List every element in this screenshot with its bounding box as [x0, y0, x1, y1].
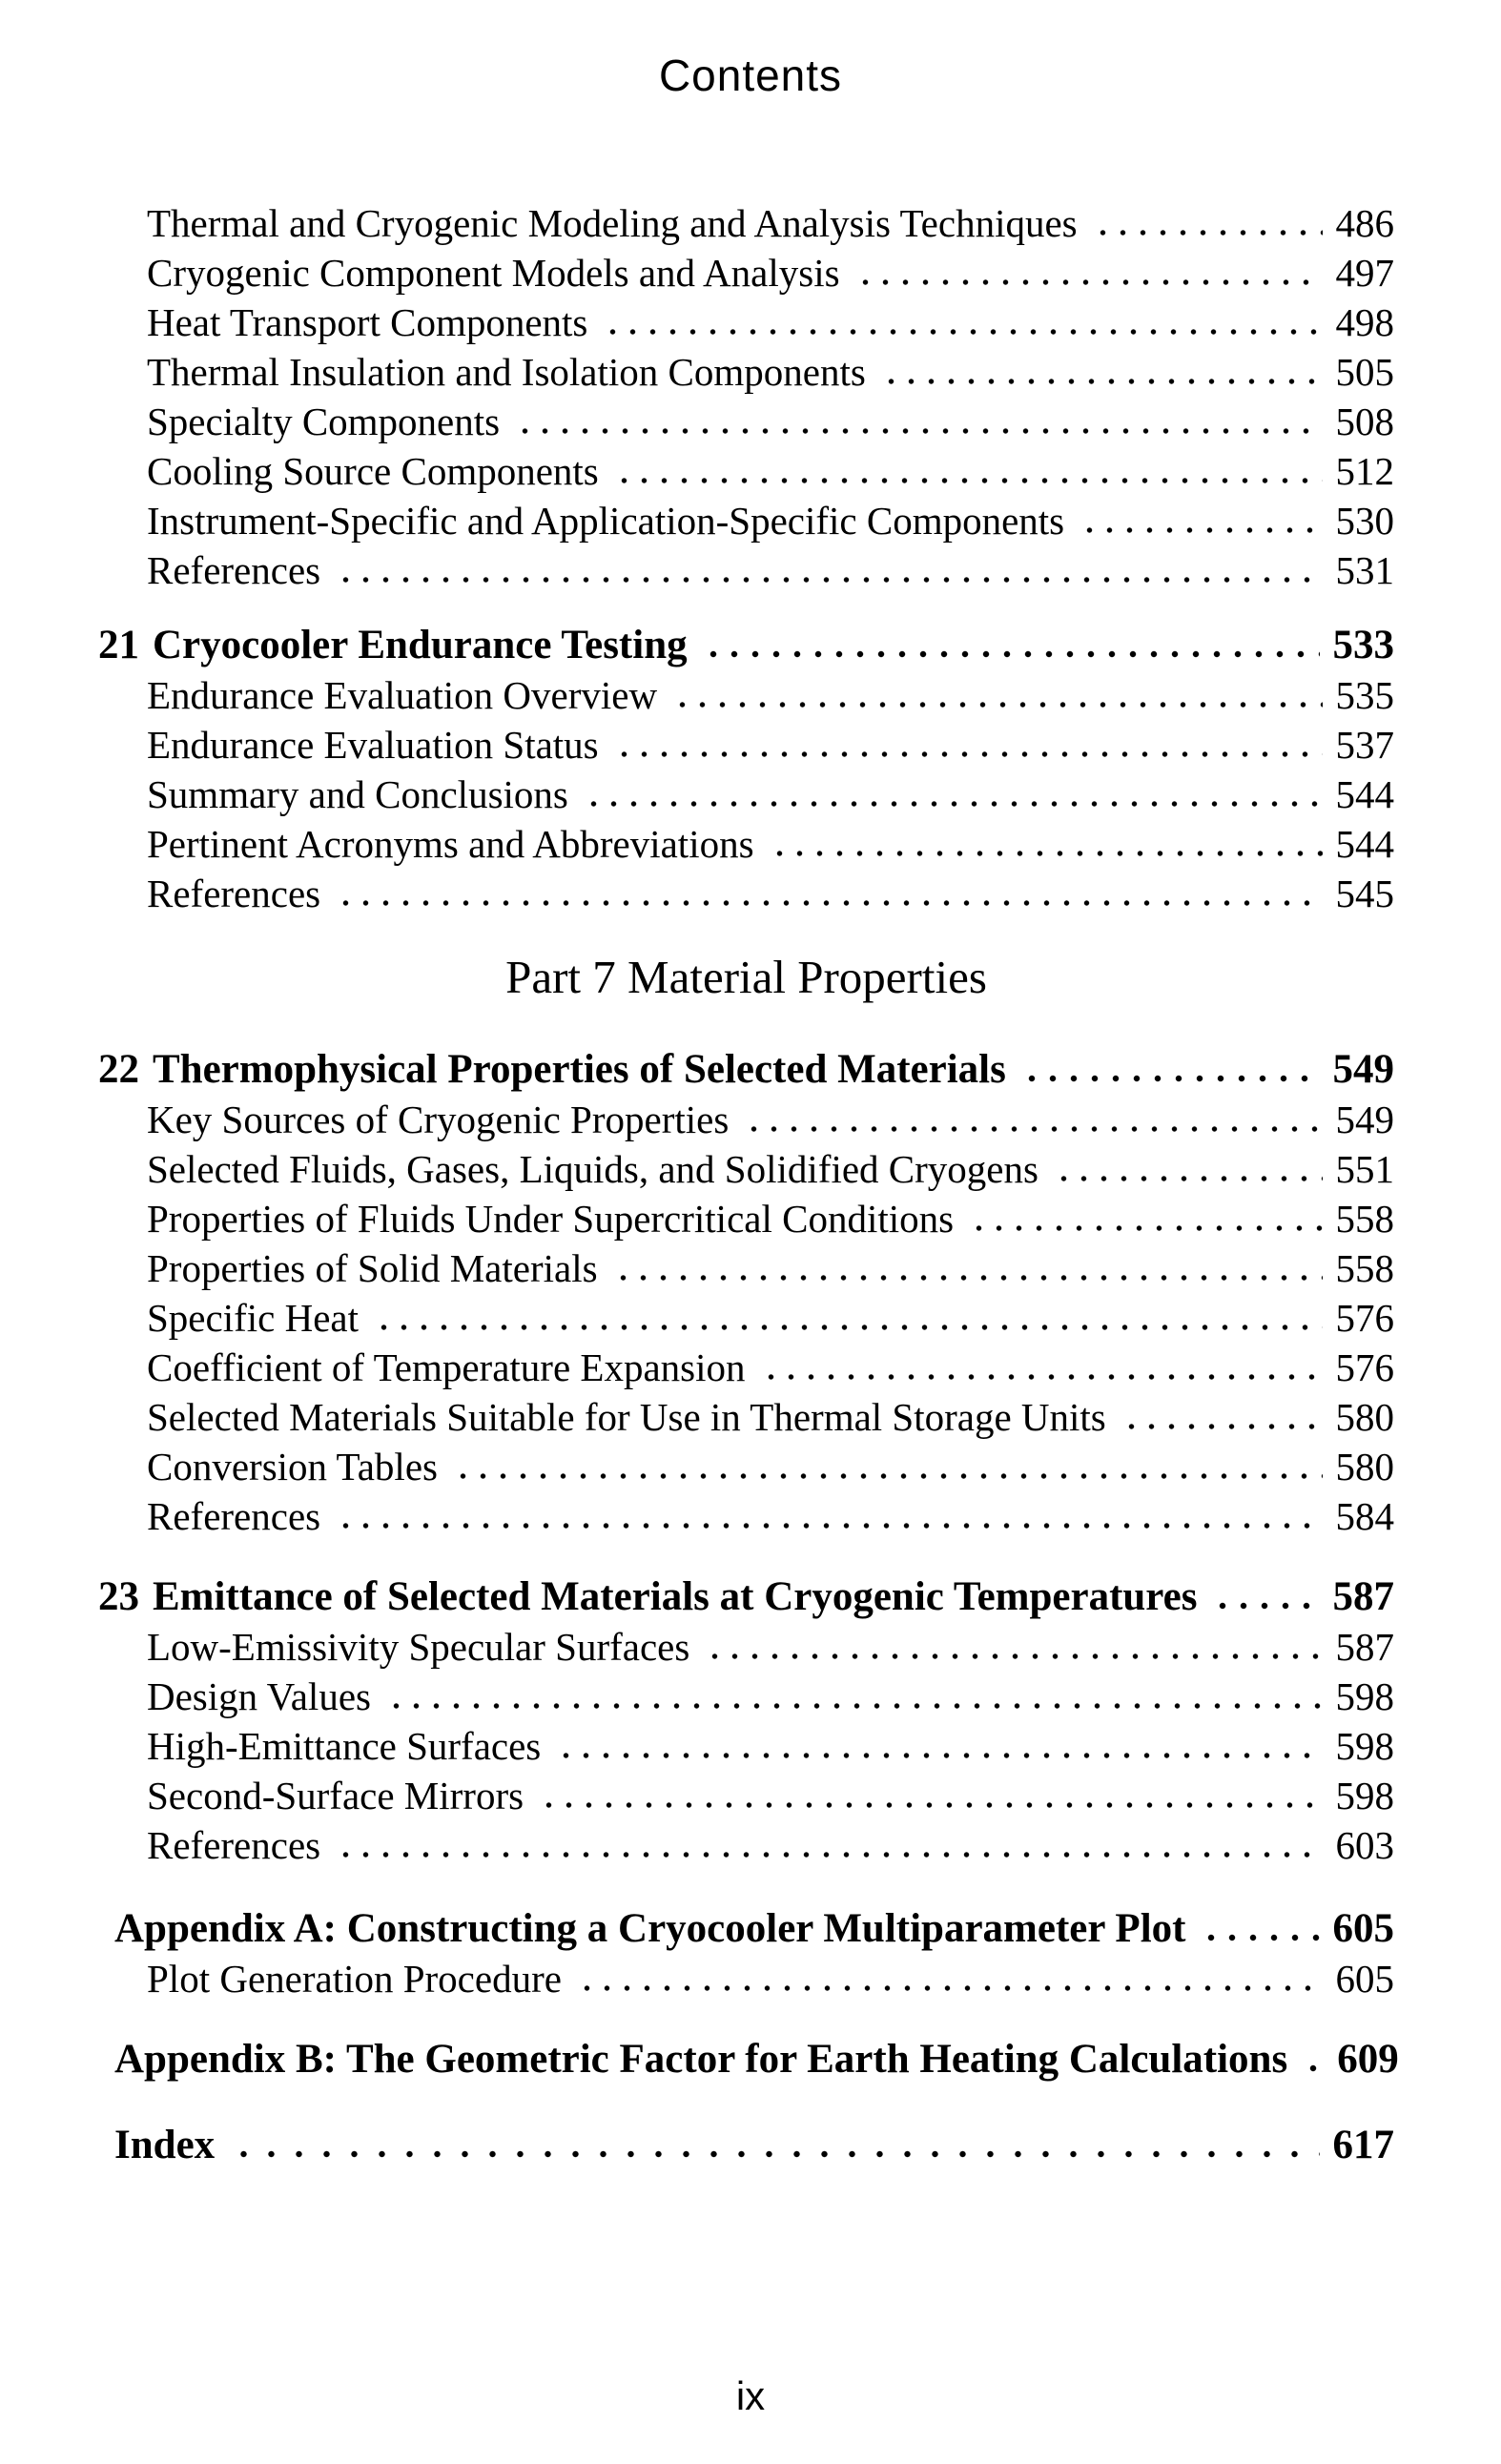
toc-entry-page: 549 [1335, 1098, 1394, 1141]
toc-entry-page: 486 [1335, 201, 1394, 245]
toc-entry-row [0, 545, 1501, 595]
toc-entry-row [0, 1771, 1501, 1820]
toc-entry-page: 544 [1335, 772, 1394, 816]
dot-leader [768, 850, 1323, 857]
dot-leader [1199, 1934, 1319, 1941]
dot-leader [670, 701, 1322, 708]
toc-entry-label: Specialty Components [147, 400, 501, 443]
toc-entry-label: High-Emittance Surfaces [147, 1724, 542, 1768]
toc-entry-page: 587 [1332, 1574, 1394, 1619]
toc-entry-label: References [147, 872, 321, 915]
toc-entry-page: 576 [1335, 1296, 1394, 1340]
toc-entry-row [0, 1243, 1501, 1293]
toc-entry-row [0, 869, 1501, 918]
toc-entry-label: Selected Materials Suitable for Use in Thermal Storage Units [147, 1395, 1106, 1439]
toc-entry-page: 598 [1335, 1724, 1394, 1768]
dot-leader [582, 800, 1323, 808]
toc-entry-row [0, 670, 1501, 720]
toc-entry-row [0, 720, 1501, 770]
toc-entry-label: Second-Surface Mirrors [147, 1774, 524, 1817]
toc-entry-label: Index [114, 2123, 216, 2167]
toc-appendix-row [0, 2035, 1501, 2084]
toc-entry-row [0, 1095, 1501, 1144]
toc-entry-label: Thermophysical Properties of Selected Materials [153, 1047, 1006, 1092]
dot-leader [1210, 1602, 1319, 1610]
dot-leader [575, 1984, 1323, 1992]
toc-entry-row [0, 198, 1501, 248]
toc-entry-label: Summary and Conclusions [147, 772, 568, 816]
dot-leader [334, 899, 1322, 907]
toc-entry-label: Instrument-Specific and Application-Specific Components [147, 499, 1065, 543]
toc-entry-label: Thermal Insulation and Isolation Components [147, 350, 866, 394]
dot-leader [228, 2150, 1319, 2158]
toc-entry-label: Specific Heat [147, 1296, 359, 1340]
toc-entry-row [0, 819, 1501, 869]
toc-entry-label: Cryogenic Component Models and Analysis [147, 251, 840, 295]
toc-entry-row [0, 1820, 1501, 1870]
toc-entry-page: 551 [1335, 1147, 1394, 1191]
dot-leader [537, 1801, 1322, 1809]
toc-entry-label: Cryocooler Endurance Testing [153, 623, 688, 667]
toc-entry-label: Appendix A: Constructing a Cryocooler Multiparameter Plot [114, 1906, 1186, 1951]
toc-entry-label: Heat Transport Components [147, 300, 588, 344]
toc-entry-label: Design Values [147, 1674, 371, 1718]
dot-leader [554, 1752, 1322, 1759]
toc-entry-row [0, 248, 1501, 298]
toc-entry-page: 533 [1332, 623, 1394, 667]
toc-entry-label: References [147, 548, 321, 592]
toc-entry-label: Selected Fluids, Gases, Liquids, and Solidified Cryogens [147, 1147, 1038, 1191]
page-number-folio: ix [735, 2373, 766, 2418]
toc-entry-label: Emittance of Selected Materials at Cryogenic Temperatures [153, 1574, 1198, 1619]
toc-entry-page: 617 [1332, 2123, 1394, 2167]
toc-entry-label: Plot Generation Procedure [147, 1957, 562, 2001]
toc-chapter-row [0, 1045, 1501, 1095]
toc-entry-row [0, 770, 1501, 819]
toc-entry-page: 580 [1335, 1445, 1394, 1489]
dot-leader [759, 1373, 1323, 1381]
toc-entry-page: 512 [1335, 449, 1394, 493]
toc-entry-page: 605 [1335, 1957, 1394, 2001]
toc-entry-page: 531 [1335, 548, 1394, 592]
toc-entry-label: Low-Emissivity Specular Surfaces [147, 1625, 690, 1669]
toc-entry-page: 558 [1335, 1246, 1394, 1290]
toc-entry-row [0, 397, 1501, 446]
toc-entry-page: 605 [1332, 1906, 1394, 1951]
toc-entry-page: 535 [1335, 673, 1394, 717]
toc-entry-row [0, 1194, 1501, 1243]
toc-entry-page: 576 [1335, 1345, 1394, 1389]
toc-index-row [0, 2121, 1501, 2170]
part-heading: Part 7 Material Properties [505, 951, 987, 1003]
toc-entry-label: Thermal and Cryogenic Modeling and Analysis Techniques [147, 201, 1078, 245]
toc-entry-page: 497 [1335, 251, 1394, 295]
dot-leader [703, 1653, 1322, 1660]
toc-entry-label: Endurance Evaluation Overview [147, 673, 658, 717]
toc-chapter-row [0, 621, 1501, 670]
chapter-number: 23 [98, 1574, 139, 1619]
toc-entry-page: 544 [1335, 822, 1394, 866]
toc-appendix-row [0, 1904, 1501, 1954]
toc-entry-page: 598 [1335, 1774, 1394, 1817]
dot-leader [384, 1702, 1323, 1710]
toc-entry-row [0, 1144, 1501, 1194]
toc-entry-row [0, 1392, 1501, 1442]
toc-entry-label: Cooling Source Components [147, 449, 599, 493]
dot-leader [853, 278, 1323, 286]
toc-entry-row [0, 1442, 1501, 1491]
dot-leader [1052, 1175, 1323, 1182]
toc-entry-page: 609 [1337, 2037, 1399, 2082]
toc-entry-row [0, 1491, 1501, 1541]
chapter-number: 21 [98, 623, 139, 667]
toc-entry-page: 508 [1335, 400, 1394, 443]
dot-leader [1301, 2064, 1324, 2072]
toc-entry-row [0, 1721, 1501, 1771]
dot-leader [612, 750, 1323, 758]
toc-entry-label: Conversion Tables [147, 1445, 438, 1489]
toc-entry-label: Pertinent Acronyms and Abbreviations [147, 822, 754, 866]
dot-leader [513, 427, 1322, 435]
dot-leader [334, 576, 1322, 584]
toc-entry-row [0, 1954, 1501, 2003]
dot-leader [1019, 1075, 1320, 1082]
toc-entry-label: References [147, 1823, 321, 1867]
dot-leader [879, 378, 1323, 385]
dot-leader [967, 1224, 1322, 1232]
dot-leader [1091, 229, 1323, 236]
toc-entry-row [0, 446, 1501, 496]
toc-entry-row [0, 298, 1501, 347]
toc-entry-label: Appendix B: The Geometric Factor for Earth Heating Calculations [114, 2037, 1288, 2082]
dot-leader [334, 1851, 1322, 1858]
toc-entry-page: 584 [1335, 1494, 1394, 1538]
toc-entry-page: 498 [1335, 300, 1394, 344]
toc-entry-label: Coefficient of Temperature Expansion [147, 1345, 746, 1389]
dot-leader [742, 1125, 1322, 1133]
toc-entry-row [0, 347, 1501, 397]
dot-leader [611, 1274, 1323, 1282]
toc-entry-label: Properties of Solid Materials [147, 1246, 598, 1290]
toc-entry-page: 580 [1335, 1395, 1394, 1439]
toc-entry-page: 598 [1335, 1674, 1394, 1718]
toc-entry-page: 505 [1335, 350, 1394, 394]
toc-entry-label: Endurance Evaluation Status [147, 723, 599, 767]
dot-leader [334, 1522, 1322, 1530]
toc-entry-label: References [147, 1494, 321, 1538]
dot-leader [701, 650, 1320, 658]
toc-entry-label: Key Sources of Cryogenic Properties [147, 1098, 730, 1141]
dot-leader [601, 328, 1322, 336]
toc-entry-page: 587 [1335, 1625, 1394, 1669]
table-of-contents [0, 198, 1501, 2170]
toc-chapter-row [0, 1572, 1501, 1622]
toc-entry-page: 549 [1332, 1047, 1394, 1092]
dot-leader [612, 477, 1323, 484]
toc-entry-row [0, 1672, 1501, 1721]
toc-entry-row [0, 496, 1501, 545]
toc-entry-row [0, 1293, 1501, 1343]
toc-entry-page: 545 [1335, 872, 1394, 915]
dot-leader [1120, 1423, 1323, 1430]
toc-entry-page: 537 [1335, 723, 1394, 767]
toc-entry-label: Properties of Fluids Under Supercritical Conditions [147, 1197, 955, 1241]
toc-entry-row [0, 1622, 1501, 1672]
toc-entry-page: 558 [1335, 1197, 1394, 1241]
toc-entry-page: 530 [1335, 499, 1394, 543]
dot-leader [451, 1472, 1323, 1480]
page-title: Contents [658, 51, 843, 100]
chapter-number: 22 [98, 1047, 139, 1092]
toc-entry-page: 603 [1335, 1823, 1394, 1867]
dot-leader [372, 1324, 1323, 1331]
toc-entry-row [0, 1343, 1501, 1392]
dot-leader [1078, 526, 1322, 534]
